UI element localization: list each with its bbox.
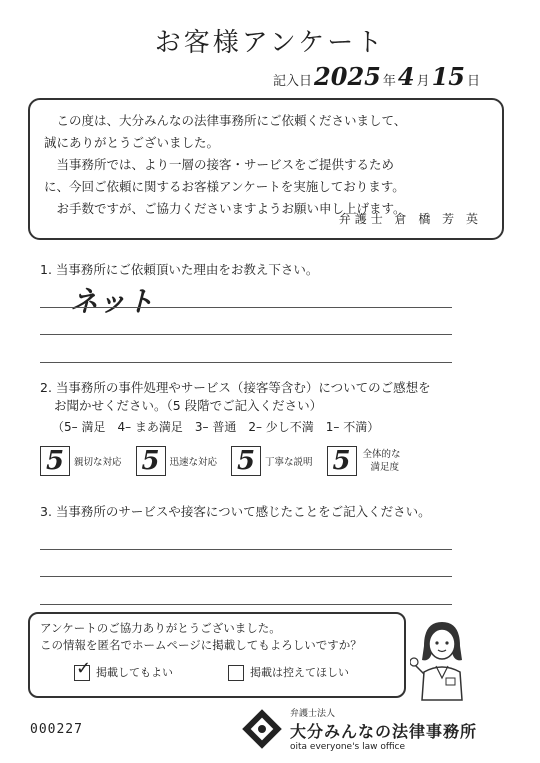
question-2-line-1: 2. 当事務所の事件処理やサービス（接客等含む）についてのご感想を bbox=[40, 380, 431, 395]
page-title: お客様アンケート bbox=[154, 28, 386, 58]
option-publish-ok[interactable] bbox=[74, 657, 224, 681]
logo-english: oita everyone's law office bbox=[290, 742, 406, 752]
answer-line bbox=[40, 549, 452, 550]
rating-box-kindness[interactable] bbox=[40, 446, 70, 476]
serial-number: 000227 bbox=[30, 722, 83, 737]
rating-label-kindness: 親切な対応 bbox=[74, 457, 122, 468]
entry-date bbox=[273, 62, 480, 91]
option-publish-no-label: 掲載は控えてほしい bbox=[250, 666, 349, 679]
rating-value: 5 bbox=[236, 446, 256, 476]
answer-line bbox=[40, 604, 452, 605]
logo-sub: 弁護士法人 bbox=[290, 709, 336, 719]
rating-label-speed: 迅速な対応 bbox=[169, 457, 218, 468]
rating-value: 5 bbox=[332, 446, 351, 476]
rating-label-overall-line-1: 全体的な bbox=[362, 449, 401, 460]
date-prefix: 記入日 bbox=[273, 74, 313, 89]
day-unit: 日 bbox=[466, 74, 480, 89]
intro-line-3: 当事務所では、より一層の接客・サービスをご提供するため bbox=[56, 157, 395, 172]
intro-box bbox=[28, 98, 504, 240]
intro-line-2: 誠にありがとうございました。 bbox=[44, 135, 220, 150]
consent-options bbox=[40, 657, 394, 681]
answer-line bbox=[40, 362, 452, 363]
consent-line-1: アンケートのご協力ありがとうございました。 bbox=[40, 621, 281, 635]
lawyer-signature: 弁護士 倉 橋 芳 英 bbox=[338, 212, 482, 226]
date-year[interactable]: 2025 bbox=[314, 62, 381, 91]
question-1: 1. 当事務所にご依頼頂いた理由をお教え下さい。 bbox=[40, 262, 319, 277]
rating-box-speed[interactable] bbox=[136, 446, 166, 476]
firm-logo-text bbox=[290, 706, 477, 752]
year-unit: 年 bbox=[382, 74, 396, 89]
rating-value: 5 bbox=[141, 446, 160, 476]
firm-logo-icon bbox=[242, 709, 282, 749]
date-month[interactable]: 4 bbox=[397, 62, 415, 91]
firm-logo bbox=[242, 706, 477, 752]
consent-box bbox=[28, 612, 406, 698]
option-publish-ok-label: 掲載してもよい bbox=[96, 666, 173, 679]
check-mark-icon: ✓ bbox=[76, 657, 92, 679]
option-publish-no[interactable] bbox=[228, 664, 378, 681]
question-2-line-2: お聞かせください。（5 段階でご記入ください） bbox=[54, 398, 323, 413]
intro-line-1: この度は、大分みんなの法律事務所にご依頼くださいまして、 bbox=[56, 113, 407, 128]
logo-main: 大分みんなの法律事務所 bbox=[290, 722, 478, 741]
answer-line bbox=[40, 334, 452, 335]
date-day[interactable]: 15 bbox=[431, 62, 465, 91]
answer-line bbox=[40, 307, 452, 308]
intro-line-5: お手数ですが、ご協力くださいますようお願い申し上げます。 bbox=[56, 201, 406, 216]
month-unit: 月 bbox=[416, 74, 430, 89]
answer-line bbox=[40, 576, 452, 577]
rating-label-overall bbox=[363, 448, 401, 474]
ratings-row bbox=[40, 446, 401, 476]
rating-label-overall-line-2: 満足度 bbox=[370, 462, 400, 473]
checkbox-publish-ok[interactable] bbox=[74, 657, 92, 681]
rating-box-explanation[interactable] bbox=[231, 446, 261, 476]
question-3: 3. 当事務所のサービスや接客について感じたことをご記入ください。 bbox=[40, 504, 431, 519]
rating-box-overall[interactable] bbox=[327, 446, 357, 476]
checkbox-publish-no[interactable] bbox=[228, 665, 244, 681]
consent-line-2: この情報を匿名でホームページに掲載してもよろしいですか？ bbox=[40, 638, 362, 652]
intro-line-4: に、今回ご依頼に関するお客様アンケートを実施しております。 bbox=[44, 179, 405, 194]
rating-label-explanation: 丁寧な説明 bbox=[265, 457, 313, 468]
rating-scale: （5– 満足 4– まあ満足 3– 普通 2– 少し不満 1– 不満） bbox=[52, 420, 380, 434]
mascot-illustration bbox=[410, 612, 472, 702]
answer-1[interactable]: ネット bbox=[70, 285, 155, 318]
rating-value: 5 bbox=[45, 446, 65, 476]
